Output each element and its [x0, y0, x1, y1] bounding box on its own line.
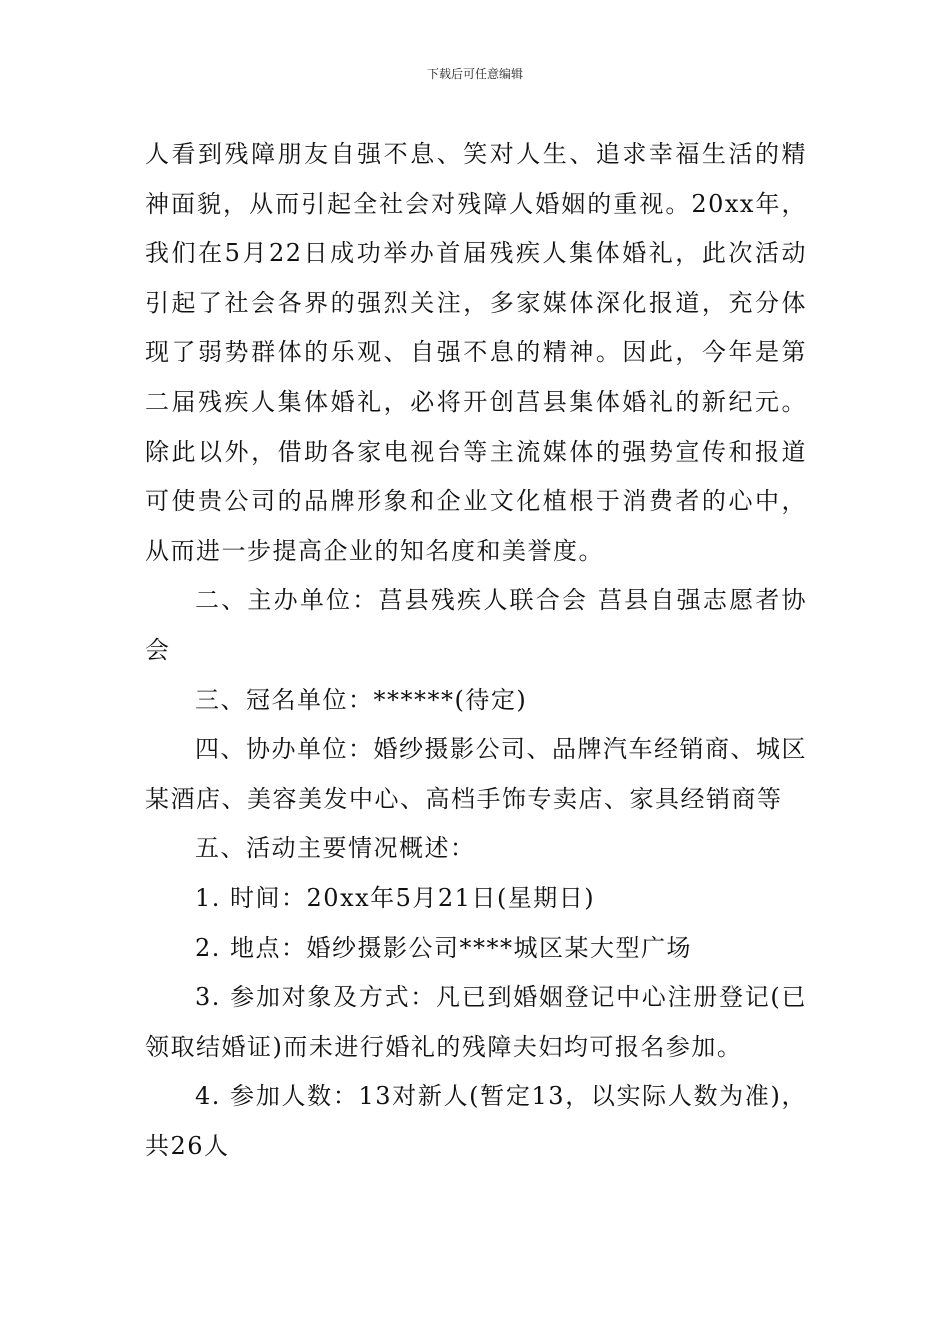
paragraph-intro: 人看到残障朋友自强不息、笑对人生、追求幸福生活的精神面貌，从而引起全社会对残障人婚姻的重视。20xx年，我们在5月22日成功举办首届残疾人集体婚礼，此次活动引起了社会各界的强烈关注，多家媒体深化报道，充分体现了弱势群体的乐观、自强不息的精神。因此，今年是第二届残疾人集体婚礼，必将开创莒县集体婚礼的新纪元。除此以外，借助各家电视台等主流媒体的强势宣传和报道可使贵公司的品牌形象和企业文化植根于消费者的心中，从而进一步提高企业的知名度和美誉度。 [145, 140, 807, 565]
page-header: 下载后可任意编辑 [426, 67, 523, 81]
paragraph-title-sponsor: 三、冠名单位：******(待定) [195, 685, 528, 714]
paragraph-time: 1. 时间：20xx年5月21日(星期日) [195, 883, 596, 912]
paragraph-co-organizers: 四、协办单位：婚纱摄影公司、品牌汽车经销商、城区某酒店、美容美发中心、高档手饰专卖店、家具经销商等 [145, 735, 807, 813]
paragraph-location: 2. 地点：婚纱摄影公司****城区某大型广场 [195, 933, 693, 962]
paragraph-overview-heading: 五、活动主要情况概述： [195, 834, 476, 863]
document-body [145, 130, 807, 1171]
paragraph-organizer: 二、主办单位：莒县残疾人联合会 莒县自强志愿者协会 [145, 586, 807, 664]
paragraph-participant-count: 4. 参加人数：13对新人(暂定13，以实际人数为准)，共26人 [145, 1082, 807, 1160]
paragraph-participants: 3. 参加对象及方式：凡已到婚姻登记中心注册登记(已领取结婚证)而未进行婚礼的残障夫妇均可报名参加。 [145, 983, 807, 1061]
